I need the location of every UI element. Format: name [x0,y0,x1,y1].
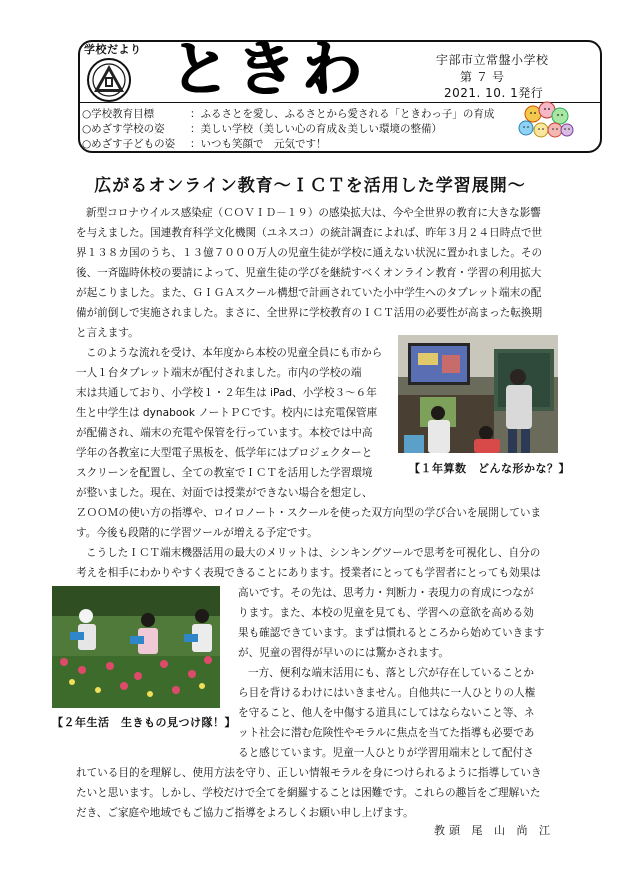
article-line: が起こりました。また、ＧＩＧＡスクール構想で計画されていた小中学生へのタブレット端末の配 [76,287,542,299]
article-line: このような流れを受け、本年度から本校の児童全員にも市から [86,347,383,359]
article-line: 一人１台タブレット端末が配付されました。市内の学校の端 [76,367,362,379]
article-line: ら目を背けるわけにはいきません。自他共に一人ひとりの人権 [238,687,536,699]
article-line: ット社会に潜む危険性やモラルに焦点を当てた指導も必要であ [238,727,535,739]
motto-ideal-child [82,136,327,151]
classroom-photo [398,335,558,453]
motto-label: ○めざす学校の姿 [82,123,165,135]
article-line: 一方、便利な端末活用にも、落とし穴が存在していることか [248,667,535,679]
article-line: が整いました。現在、対面では授業ができない場合を想定し、 [76,487,373,499]
signature: 教頭 尾 山 尚 江 [434,824,554,837]
motto-label: ○学校教育目標 [82,108,155,120]
article-line: を守ること、他人を中傷する道具にしてはならないこと等、ネ [238,707,535,719]
issue-number: 第７号 [460,70,509,84]
school-emblem-icon [86,57,132,103]
article-line: ります。また、本校の児童を見ても、学習への意欲を高める効 [238,607,534,619]
motto-value: ：ふるさとを愛し、ふるさとから愛される「ときわっ子」の育成 [190,108,495,120]
motto-label: ○めざす子どもの姿 [82,138,176,150]
children-mascot-icon [513,100,575,140]
article-line: 新型コロナウイルス感染症（ＣＯＶＩＤ－１９）の感染拡大は、今や全世界の教育に大きな影響 [86,207,541,219]
motto-value: ：美しい学校（美しい心の育成＆美しい環境の整備） [190,123,442,135]
article-line: 生と中学生は dynabook ノートＰＣです。校内には充電保管庫 [76,407,378,419]
masthead-title: ときわ [170,35,368,105]
article-title: 広がるオンライン教育～ＩＣＴを活用した学習展開～ [94,176,526,196]
article-line: を与えました。国連教育科学文化機関（ユネスコ）の統計調査によれば、昨年３月２４日時点で世 [76,227,543,239]
article-line: と言えます。 [76,327,139,339]
issue-date: 2021. 10. 1発行 [444,86,544,100]
article-line: が配備され、端末の充電や保管を行っています。本校では中高 [76,427,373,439]
classroom-photo-caption: 【１年算数 どんな形かな？】 [409,462,570,475]
article-line: す。今後も段階的に学習ツールが増える予定です。 [76,527,318,539]
article-line: ＺＯＯＭの使い方の指導や、ロイロノート・スクールを使った双方向型の学び合いを展開していま [76,507,542,519]
motto-education-goal [82,106,494,121]
article-line: 学年の各教室に大型電子黒板を、低学年にはプロジェクターと [76,447,373,459]
article-line: れている目的を理解し、使用方法を守り、正しい情報モラルを身につけられるように指導していき [76,767,542,779]
motto-value: ：いつも笑顔で 元気です！ [190,138,327,150]
article-line: 高いです。その先は、思考力・判断力・表現力の育成につなが [238,587,534,599]
article-line: 備が前倒しで実施されました。まさに、全世界に学校教育のＩＣＴ活用の必要性が高まった転換期 [76,307,543,319]
motto-ideal-school [82,121,442,136]
article-line: 末は共通しており、小学校１・２年生は iPad、小学校３～６年 [76,387,377,399]
garden-photo-caption: 【２年生活 生きもの見つけ隊！】 [52,716,236,729]
article-line: 後、一斉臨時休校の要請によって、児童生徒の学びを継続すべくオンライン教育・学習の利用拡大 [76,267,542,279]
article-line: スクリーンを配置し、全ての教室でＩＣＴを活用した学習環境 [76,467,373,479]
article-line: たいと思います。しかし、学校だけで全てを網羅することは困難です。これらの趣旨をご理解いた [76,787,541,799]
article-line: 考えを相手にわかりやすく表現できることにあります。授業者にとっても学習者にとっても効果は [76,567,541,579]
school-name: 宇部市立常盤小学校 [436,53,549,67]
article-line: が、児童の習得が早いのには驚かされます。 [238,647,450,659]
article-line: 界１３８カ国のうち、１３億７０００万人の児童生徒が学校に通えない状況に置かれました。その [76,247,543,259]
article-line: 果も確認できています。まずは慣れるところから始めていきます [238,627,545,639]
garden-photo [52,586,220,708]
article-line: だき、ご家庭や地域でもご協力ご指導をよろしくお願い申し上げます。 [76,807,414,819]
article-line: こうしたＩＣＴ端末機器活用の最大のメリットは、シンキングツールで思考を可視化し、自分の [86,547,541,559]
newsletter-label: 学校だより [84,43,142,56]
article-line: ると感じています。児童一人ひとりが学習用端末として配付さ [238,747,534,759]
